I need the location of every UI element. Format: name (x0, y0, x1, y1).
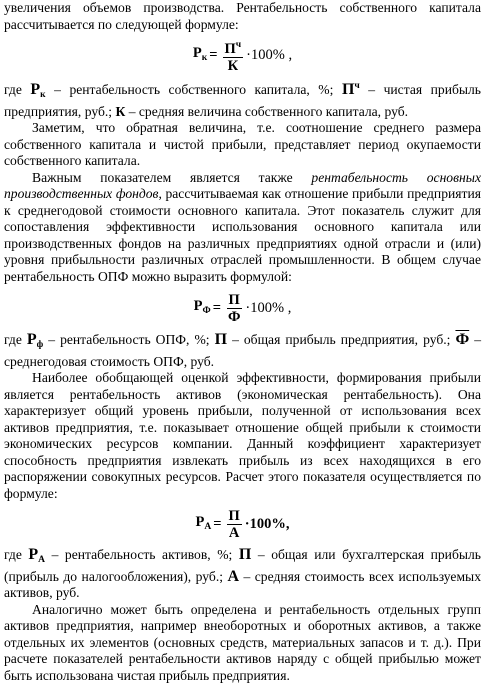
fraction-denominator: Ф (227, 308, 241, 325)
fraction-numerator: $П^ч$ (224, 39, 242, 57)
symbol-rk: $Р_к$ (30, 81, 46, 100)
fraction-denominator: А (228, 524, 240, 541)
symbol-k: К (115, 103, 126, 119)
formula-lhs: $Р_А$ (195, 513, 212, 532)
symbol-p: П (238, 546, 252, 563)
formula-multiplier: ·100% , (246, 47, 293, 64)
formula-multiplier: ·100% , (245, 300, 292, 317)
symbol-f: Ф (455, 331, 470, 348)
formula-fraction (227, 509, 242, 541)
symbol-rf: $Р_ф$ (26, 331, 44, 350)
formula-equals: = (213, 516, 222, 533)
paragraph-assets-return: Наиболее обобщающей оценкой эффективности, формирования прибыли является рентабельность активов (экономическая рентабельность). Она характеризует общий уровень прибыли, полученной от использования всех активов предприятия, т.е. показывает отношение общей прибыли к стоимости экономических ресурсов компании. Данный коэффициент характеризует способность предприятия извлекать прибыль из всех находящихся в его распоряжении совокупных ресурсов. Расчет этого показателя осуществляется по формуле: (4, 370, 481, 501)
paragraph-equity-legend: где $Р_к$ – рентабельность собственного капитала, %; $П^ч$ – чистая прибыль предприятия, руб.; К – средняя величина собственного капитала, руб. (4, 81, 481, 119)
paragraph-payback: Заметим, что обратная величина, т.е. соотношение среднего размера собственного капитала и чистой прибыли, представляет период окупаемости собственного капитала. (4, 120, 481, 168)
formula-multiplier: ·100%, (244, 516, 290, 533)
symbol-pch: $П^ч$ (341, 81, 360, 98)
formula-fraction (226, 293, 242, 325)
fraction-denominator: К (227, 57, 239, 74)
fraction-numerator: П (228, 507, 240, 524)
paragraph-analogous: Аналогично может быть определена и рентабельность отдельных групп активов предприятия, например внеоборотных и оборотных активов, а также отдельных их элементов (основных средств, материальных запасов и т. д.). При расчете показателей рентабельности активов наряду с общей прибылью может быть использована чистая прибыль предприятия. (4, 601, 481, 683)
formula-equals: = (209, 47, 218, 64)
symbol-a: А (227, 567, 240, 585)
paragraph-fixed-assets: Важным показателем является также рентабельность основных производственных фондов, рассчитываемая как отношение прибыли предприятия к среднегодовой стоимости основного капитала. Этот показатель служит для сопоставления эффективности использования основного капитала или производственных фондов на различных предприятиях одной отрасли и (или) уровня прибыльности различных отраслей промышленности. В общем случае рентабельность ОПФ можно выразить формулой: (4, 169, 481, 284)
paragraph-fixed-assets-legend: где $Р_ф$ – рентабельность ОПФ, %; П – общая прибыль предприятия, руб.; Ф – среднегодовая стоимость ОПФ, руб. (4, 331, 482, 369)
symbol-p: П (214, 331, 228, 348)
formula-lhs: $Р_Ф$ (193, 297, 211, 316)
formula-equity-return (4, 33, 481, 78)
paragraph-assets-legend: где $Р_А$ – рентабельность активов, %; П – общая или бухгалтерская прибыль (прибыль до налогообложения), руб.; А – средняя стоимость всех используемых активов, руб. (4, 546, 481, 600)
symbol-ra: $Р_А$ (28, 546, 46, 565)
emphasis-term: рентабельность основных производственных фондов (4, 169, 481, 201)
formula-equals: = (212, 300, 221, 317)
formula-lhs: $Р_к$ (192, 44, 208, 63)
formula-fraction (223, 38, 244, 74)
formula-assets-return (4, 502, 481, 547)
fraction-numerator: П (228, 291, 240, 308)
paragraph-intro: увеличения объемов производства. Рентабельность собственного капитала рассчитывается по следующей формуле: (4, 0, 481, 32)
formula-fixed-assets-return (4, 285, 481, 332)
